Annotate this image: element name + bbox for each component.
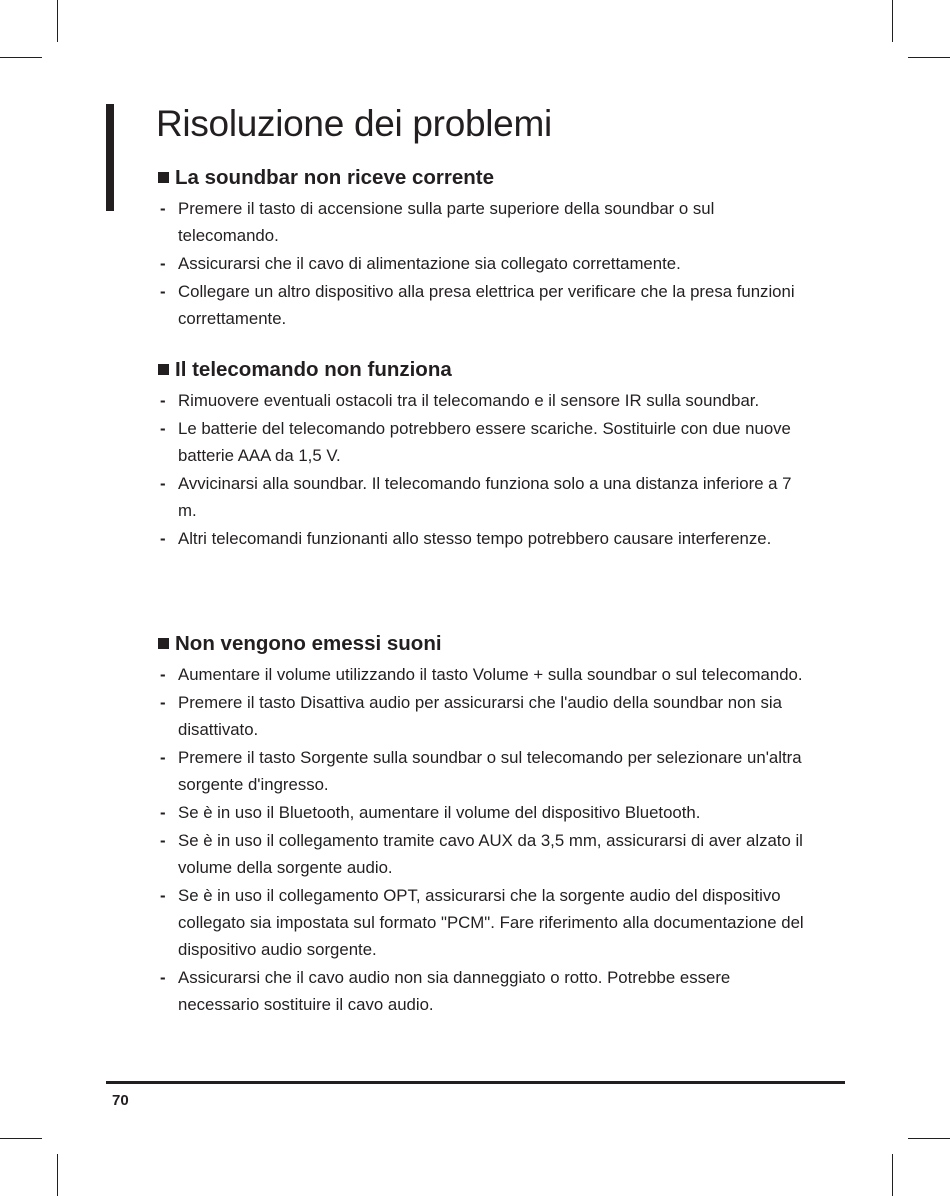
list-item: - Se è in uso il collegamento OPT, assicurarsi che la sorgente audio del dispositivo collegato sia impostata sul formato "PCM". Fare riferimento alla documentazione del dispositivo audio sorgente.: [158, 882, 808, 963]
section-heading: Il telecomando non funziona: [158, 357, 808, 383]
list-item: - Se è in uso il Bluetooth, aumentare il volume del dispositivo Bluetooth.: [158, 799, 808, 826]
list-item: - Avvicinarsi alla soundbar. Il telecomando funziona solo a una distanza inferiore a 7 m.: [158, 470, 808, 524]
list-item: - Collegare un altro dispositivo alla presa elettrica per verificare che la presa funzioni correttamente.: [158, 278, 808, 332]
item-list: [158, 661, 808, 1018]
section-no-sound: [158, 631, 808, 1019]
list-item: - Assicurarsi che il cavo audio non sia danneggiato o rotto. Potrebbe essere necessario sostituire il cavo audio.: [158, 964, 808, 1018]
dash-bullet-icon: -: [160, 665, 166, 684]
page-title: Risoluzione dei problemi: [156, 103, 552, 144]
section-no-power: [158, 165, 808, 333]
square-bullet-icon: [158, 364, 169, 375]
crop-mark: [57, 0, 58, 42]
dash-bullet-icon: -: [160, 254, 166, 273]
section-heading: Non vengono emessi suoni: [158, 631, 808, 657]
crop-mark: [0, 1138, 42, 1139]
list-item: - Premere il tasto Sorgente sulla soundbar o sul telecomando per selezionare un'altra sorgente d'ingresso.: [158, 744, 808, 798]
item-list: [158, 387, 808, 552]
dash-bullet-icon: -: [160, 886, 166, 905]
dash-bullet-icon: -: [160, 831, 166, 850]
crop-mark: [892, 1154, 893, 1196]
dash-bullet-icon: -: [160, 282, 166, 301]
list-item: - Assicurarsi che il cavo di alimentazione sia collegato correttamente.: [158, 250, 808, 277]
page-number: 70: [112, 1092, 129, 1109]
dash-bullet-icon: -: [160, 693, 166, 712]
crop-mark: [0, 57, 42, 58]
item-list: [158, 195, 808, 332]
dash-bullet-icon: -: [160, 968, 166, 987]
section-remote-not-working: [158, 357, 808, 553]
list-item: - Rimuovere eventuali ostacoli tra il telecomando e il sensore IR sulla soundbar.: [158, 387, 808, 414]
list-item: - Premere il tasto di accensione sulla parte superiore della soundbar o sul telecomando.: [158, 195, 808, 249]
list-item: - Aumentare il volume utilizzando il tasto Volume + sulla soundbar o sul telecomando.: [158, 661, 808, 688]
dash-bullet-icon: -: [160, 748, 166, 767]
crop-mark: [908, 57, 950, 58]
footer-rule: [106, 1081, 845, 1084]
square-bullet-icon: [158, 638, 169, 649]
list-item: - Premere il tasto Disattiva audio per assicurarsi che l'audio della soundbar non sia disattivato.: [158, 689, 808, 743]
dash-bullet-icon: -: [160, 474, 166, 493]
dash-bullet-icon: -: [160, 803, 166, 822]
square-bullet-icon: [158, 172, 169, 183]
list-item: - Altri telecomandi funzionanti allo stesso tempo potrebbero causare interferenze.: [158, 525, 808, 552]
chapter-side-bar: [106, 104, 114, 211]
dash-bullet-icon: -: [160, 419, 166, 438]
dash-bullet-icon: -: [160, 199, 166, 218]
section-heading: La soundbar non riceve corrente: [158, 165, 808, 191]
dash-bullet-icon: -: [160, 529, 166, 548]
list-item: - Se è in uso il collegamento tramite cavo AUX da 3,5 mm, assicurarsi di aver alzato il volume della sorgente audio.: [158, 827, 808, 881]
crop-mark: [57, 1154, 58, 1196]
crop-mark: [892, 0, 893, 42]
list-item: - Le batterie del telecomando potrebbero essere scariche. Sostituirle con due nuove batterie AAA da 1,5 V.: [158, 415, 808, 469]
dash-bullet-icon: -: [160, 391, 166, 410]
crop-mark: [908, 1138, 950, 1139]
